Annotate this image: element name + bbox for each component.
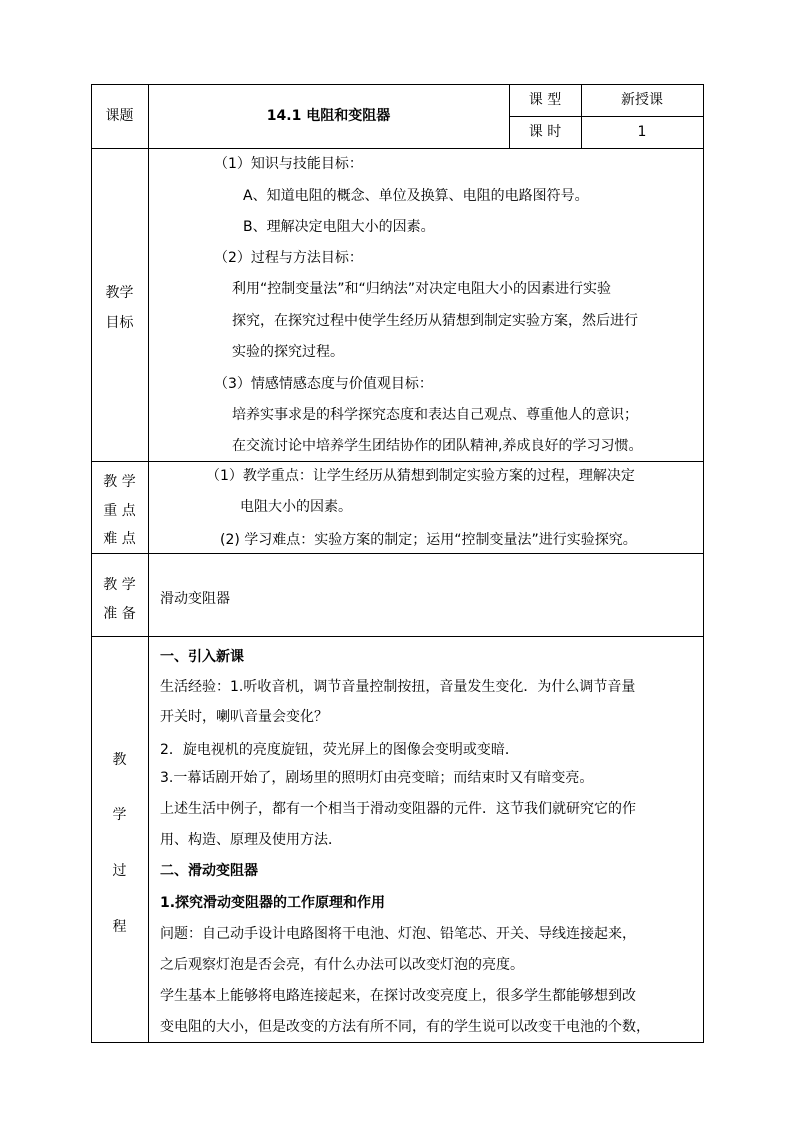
- objective-line: 探究，在探究过程中使学生经历从猜想到制定实验方案，然后进行: [232, 313, 638, 329]
- process-line: 生活经验：1.听收音机，调节音量控制按扭，音量发生变化．为什么调节音量: [160, 679, 636, 695]
- preparation-label-1: 教 学: [103, 577, 136, 593]
- table-border-right: [703, 84, 704, 1043]
- objective-line: （3）情感情感态度与价值观目标：: [214, 376, 433, 392]
- process-line: 用、构造、原理及使用方法．: [160, 832, 342, 848]
- keypoint-line: 电阻大小的因素。: [240, 499, 352, 515]
- process-line: 之后观察灯泡是否会亮，有什么办法可以改变灯泡的亮度。: [160, 957, 524, 973]
- process-heading: 二、滑动变阻器: [160, 863, 258, 879]
- objective-line: 在交流讨论中培养学生团结协作的团队精神,养成良好的学习习惯。: [232, 438, 643, 454]
- row-divider-2: [91, 461, 703, 462]
- objectives-label-1: 教学: [105, 285, 134, 301]
- process-line: 学生基本上能够将电路连接起来，在探讨改变亮度上，很多学生都能够想到改: [160, 988, 636, 1004]
- objective-line: 实验的探究过程。: [232, 344, 344, 360]
- process-line: 3.一幕话剧开始了，剧场里的照明灯由亮变暗；而结束时又有暗变亮。: [160, 770, 594, 786]
- hours-value: 1: [637, 124, 647, 140]
- process-line: 2．旋电视机的亮度旋钮，荧光屏上的图像会变明或变暗．: [160, 742, 519, 758]
- row-divider-3: [91, 553, 703, 554]
- process-line: 变电阻的大小，但是改变的方法有所不同，有的学生说可以改变干电池的个数，: [160, 1019, 650, 1035]
- process-subheading: 1.探究滑动变阻器的工作原理和作用: [160, 895, 386, 911]
- row-divider-4: [91, 636, 703, 637]
- process-heading: 一、引入新课: [160, 649, 244, 665]
- topic-label: 课题: [105, 108, 134, 124]
- process-label-char: 过: [112, 863, 127, 879]
- keypoints-label-1: 教 学: [103, 474, 136, 490]
- table-border-top: [91, 84, 703, 85]
- keypoint-line: (2) 学习难点：实验方案的制定；运用“控制变量法”进行实验探究。: [220, 532, 637, 548]
- type-value: 新授课: [621, 92, 663, 108]
- preparation-text: 滑动变阻器: [160, 591, 230, 607]
- lesson-title: 14.1 电阻和变阻器: [266, 108, 391, 124]
- keypoints-label-3: 难 点: [103, 531, 136, 547]
- objective-line: （2）过程与方法目标：: [214, 250, 363, 266]
- keypoints-label-2: 重 点: [103, 503, 136, 519]
- label-column-divider: [148, 84, 149, 1043]
- row-divider-1: [91, 148, 703, 149]
- table-border-bottom: [91, 1042, 703, 1043]
- objective-line: 培养实事求是的科学探究态度和表达自己观点、尊重他人的意识；: [232, 407, 638, 423]
- keypoint-line: （1）教学重点：让学生经历从猜想到制定实验方案的过程，理解决定: [206, 468, 635, 484]
- objective-line: 利用“控制变量法”和“归纳法”对决定电阻大小的因素进行实验: [232, 281, 612, 297]
- objective-line: （1）知识与技能目标：: [214, 156, 363, 172]
- process-line: 开关时，喇叭音量会变化？: [160, 709, 328, 725]
- process-label-char: 教: [112, 752, 127, 768]
- objective-line: B、理解决定电阻大小的因素。: [243, 219, 435, 235]
- process-line: 上述生活中例子，都有一个相当于滑动变阻器的元件．这节我们就研究它的作: [160, 801, 636, 817]
- process-label-char: 学: [112, 807, 127, 823]
- objective-line: A、知道电阻的概念、单位及换算、电阻的电路图符号。: [243, 188, 589, 204]
- type-label: 课 型: [528, 92, 562, 108]
- objectives-label-2: 目标: [105, 315, 134, 331]
- preparation-label-2: 准 备: [103, 606, 136, 622]
- table-border-left: [91, 84, 92, 1043]
- process-line: 问题：自己动手设计电路图将干电池、灯泡、铅笔芯、开关、导线连接起来，: [160, 926, 636, 942]
- process-label-char: 程: [112, 919, 127, 935]
- header-divider: [509, 116, 703, 117]
- hours-label: 课 时: [528, 124, 562, 140]
